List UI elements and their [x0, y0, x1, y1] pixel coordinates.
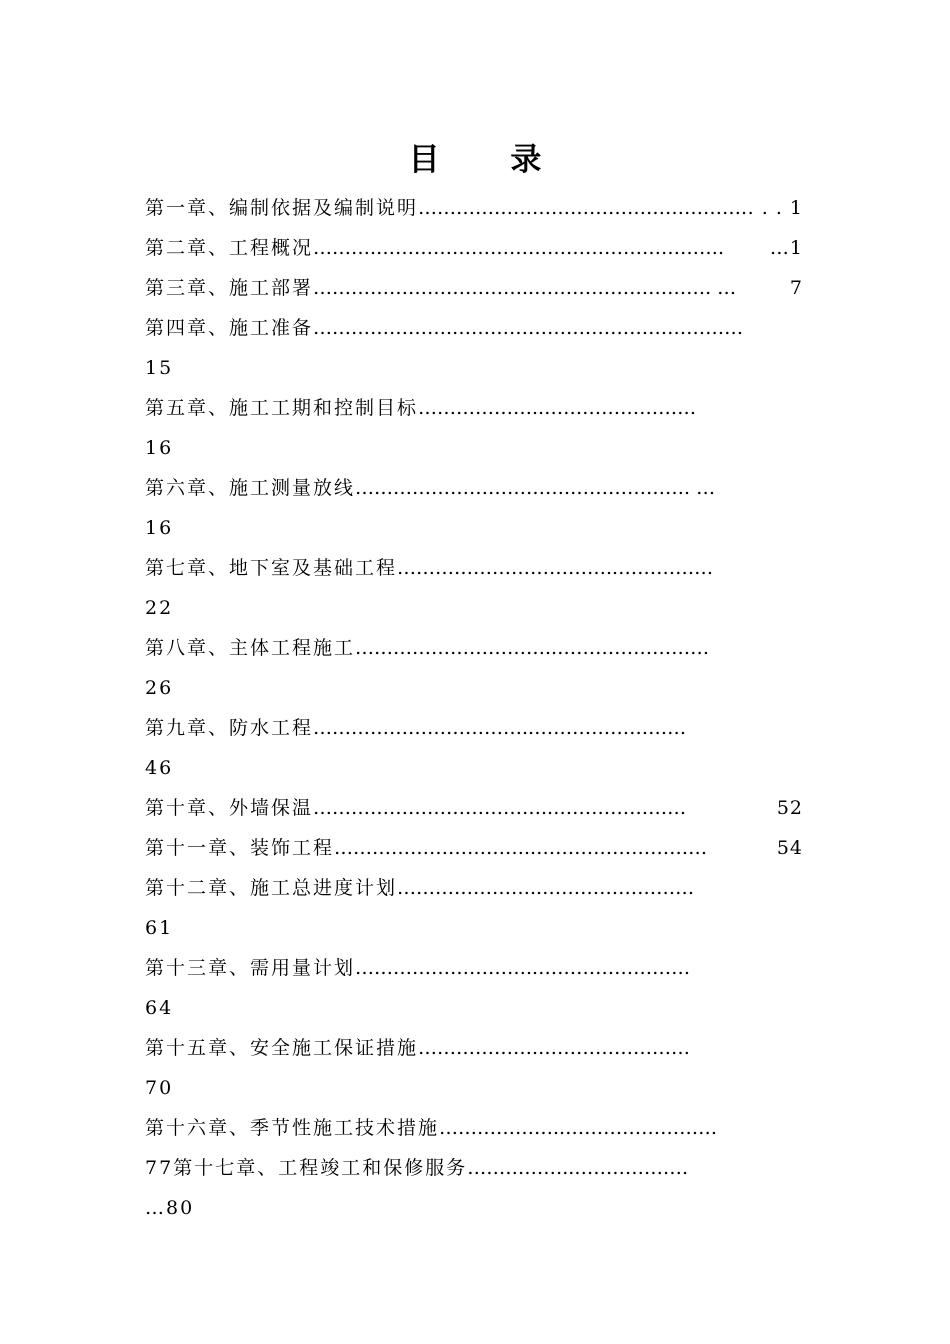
toc-entry-ch17: [145, 1148, 805, 1188]
toc-page-number: 61: [145, 917, 174, 939]
toc-page-number: . . . 1: [747, 197, 803, 219]
toc-leader-dots: …………………………….………………. …: [355, 477, 716, 499]
toc-page-number: 70: [145, 1077, 174, 1099]
toc-page-number-line: [145, 988, 805, 1028]
toc-leader-dots: ……………..………………: [467, 1157, 689, 1179]
toc-entry-ch4: [145, 308, 805, 348]
toc-entry-ch5: [145, 388, 805, 428]
toc-entry-label: 第九章、防水工程: [145, 717, 314, 739]
toc-entry-ch10: [145, 788, 805, 828]
toc-leader-dots: ………………..……………………: [439, 1117, 718, 1139]
toc-leader-dots: …………………………..………………………: [334, 837, 708, 859]
toc-entry-label: 第八章、主体工程施工: [145, 637, 356, 659]
toc-leader-dots: ……………………………..……………………: [313, 717, 687, 739]
toc-leader-dots: ………………..……………………: [418, 397, 697, 419]
toc-entry-ch9: [145, 708, 805, 748]
toc-leader-dots: ……………………………..………………………. …: [313, 277, 737, 299]
toc-entry-label: 第十一章、装饰工程: [145, 837, 335, 859]
toc-leader-dots: ……………………………..……………: [397, 557, 714, 579]
toc-page-number: …1: [769, 237, 803, 259]
toc-leader-dots: …………………………..……………………: [355, 637, 710, 659]
toc-page-number-line: [145, 748, 805, 788]
toc-leader-dots: …………………..……………………: [397, 877, 695, 899]
toc-entry-label: 第三章、施工部署: [145, 277, 314, 299]
toc-leader-dots: …………………………………………….: [418, 197, 748, 219]
toc-entry-label: 第二章、工程概况: [145, 237, 314, 259]
toc-leader-dots: ………………….………………….……………………: [313, 317, 744, 339]
table-of-contents: [145, 188, 805, 1228]
toc-page-number: 7: [789, 277, 803, 299]
toc-page-number-line: [145, 908, 805, 948]
toc-page-number: 26: [145, 677, 174, 699]
toc-page-number-line: [145, 588, 805, 628]
toc-entry-label: 第十七章、工程竣工和保修服务: [173, 1157, 468, 1179]
toc-entry-ch6: [145, 468, 805, 508]
toc-page-number-line: [145, 348, 805, 388]
toc-entry-ch8: [145, 628, 805, 668]
toc-page-number-line: [145, 428, 805, 468]
toc-entry-ch15: [145, 1028, 805, 1068]
toc-entry-label: 第十六章、季节性施工技术措施: [145, 1117, 440, 1139]
toc-entry-ch3: [145, 268, 805, 308]
toc-entry-label: 第七章、地下室及基础工程: [145, 557, 398, 579]
toc-entry-ch1: [145, 188, 805, 228]
toc-entry-ch16: [145, 1108, 805, 1148]
toc-page-number: 46: [145, 757, 174, 779]
toc-entry-label: 第十五章、安全施工保证措施: [145, 1037, 419, 1059]
page-title: 目 录: [408, 142, 572, 178]
toc-page-number: 64: [145, 997, 174, 1019]
toc-page-number-line: [145, 1188, 805, 1228]
toc-page-number-line: [145, 1068, 805, 1108]
toc-entry-ch11: [145, 828, 805, 868]
toc-entry-label: 第五章、施工工期和控制目标: [145, 397, 419, 419]
toc-leader-dots: ………………………..……………………: [355, 957, 691, 979]
toc-page-number: 77: [145, 1157, 174, 1179]
toc-entry-label: 第十章、外墙保温: [145, 797, 314, 819]
toc-leader-dots: ……………….……………………: [418, 1037, 691, 1059]
toc-page-number: …80: [145, 1197, 195, 1219]
toc-entry-label: 第一章、编制依据及编制说明: [145, 197, 419, 219]
toc-page-number: 54: [776, 837, 803, 859]
toc-entry-ch13: [145, 948, 805, 988]
toc-page-number: 15: [145, 357, 174, 379]
toc-leader-dots: ………………………………..…………………: [313, 797, 687, 819]
toc-entry-ch7: [145, 548, 805, 588]
toc-page-number: 16: [145, 517, 174, 539]
toc-entry-ch2: [145, 228, 805, 268]
toc-entry-label: 第十二章、施工总进度计划: [145, 877, 398, 899]
toc-entry-label: 第十三章、需用量计划: [145, 957, 356, 979]
toc-page-number-line: [145, 508, 805, 548]
toc-page-number: 16: [145, 437, 174, 459]
toc-entry-ch12: [145, 868, 805, 908]
toc-page-number-line: [145, 668, 805, 708]
toc-entry-label: 第六章、施工测量放线: [145, 477, 356, 499]
toc-page-number: 52: [776, 797, 803, 819]
toc-entry-label: 第四章、施工准备: [145, 317, 314, 339]
toc-leader-dots: ……….……………………………………………….: [313, 237, 725, 259]
toc-page-number: 22: [145, 597, 174, 619]
